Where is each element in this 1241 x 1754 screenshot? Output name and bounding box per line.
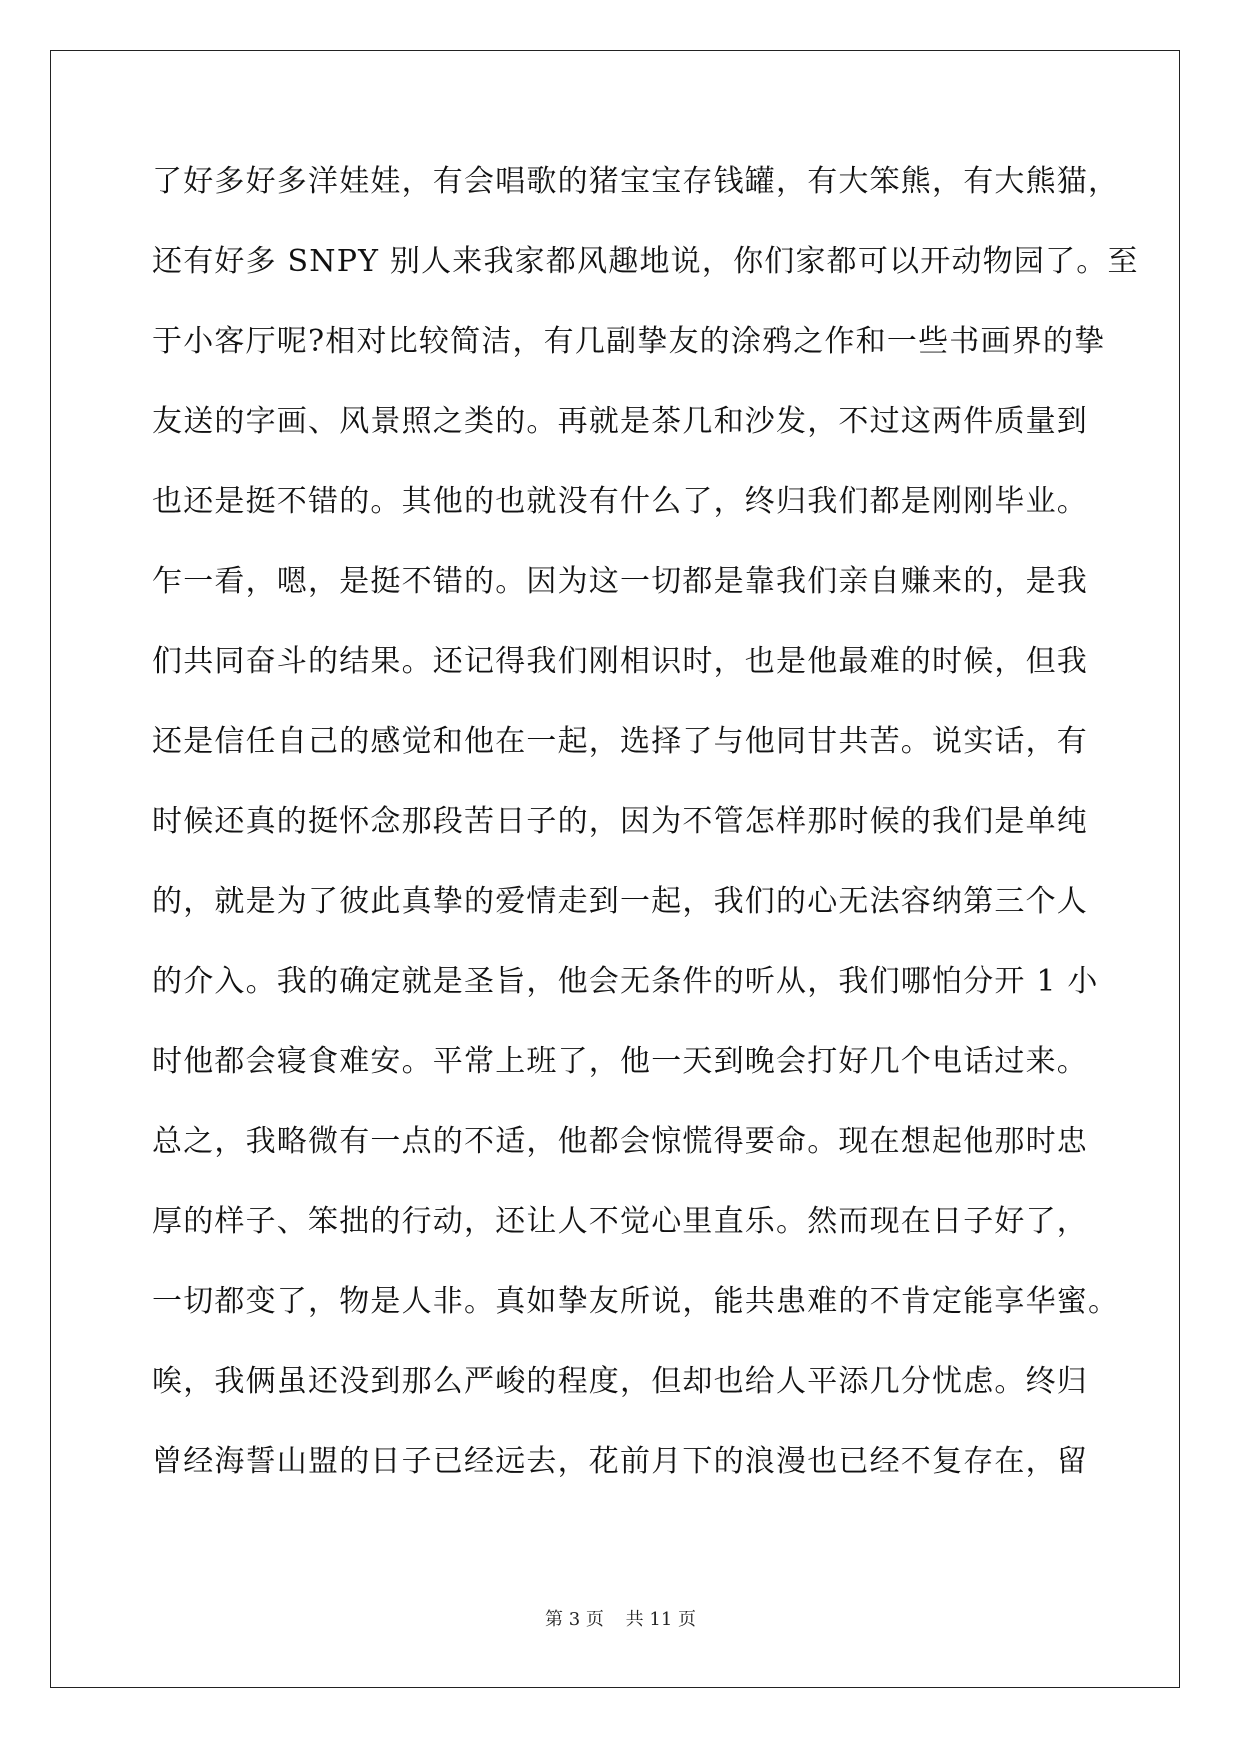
text-line: 的，就是为了彼此真挚的爱情走到一起，我们的心无法容纳第三个人	[152, 884, 1088, 919]
text-line: 一切都变了，物是人非。真如挚友所说，能共患难的不肯定能享华蜜。	[152, 1284, 1120, 1319]
text-line: 曾经海誓山盟的日子已经远去，花前月下的浪漫也已经不复存在，留	[152, 1444, 1088, 1479]
text-line: 乍一看，嗯，是挺不错的。因为这一切都是靠我们亲自赚来的，是我	[152, 564, 1088, 599]
text-line: 们共同奋斗的结果。还记得我们刚相识时，也是他最难的时候，但我	[152, 644, 1088, 679]
text-line: 时候还真的挺怀念那段苦日子的，因为不管怎样那时候的我们是单纯	[152, 804, 1088, 839]
text-line: 唉，我俩虽还没到那么严峻的程度，但却也给人平添几分忧虑。终归	[152, 1364, 1088, 1399]
text-line: 友送的字画、风景照之类的。再就是茶几和沙发，不过这两件质量到	[152, 404, 1088, 439]
page-number-total: 共 11 页	[625, 1609, 696, 1630]
text-line: 总之，我略微有一点的不适，他都会惊慌得要命。现在想起他那时忠	[152, 1124, 1088, 1159]
text-line: 时他都会寝食难安。平常上班了，他一天到晚会打好几个电话过来。	[152, 1044, 1088, 1079]
text-line: 的介入。我的确定就是圣旨，他会无条件的听从，我们哪怕分开 1 小	[152, 964, 1099, 999]
text-line: 还是信任自己的感觉和他在一起，选择了与他同甘共苦。说实话，有	[152, 724, 1088, 759]
text-line: 厚的样子、笨拙的行动，还让人不觉心里直乐。然而现在日子好了，	[152, 1204, 1088, 1239]
text-line: 于小客厅呢?相对比较简洁，有几副挚友的涂鸦之作和一些书画界的挚	[152, 324, 1106, 359]
page-number-current: 第 3 页	[545, 1609, 604, 1630]
text-line: 也还是挺不错的。其他的也就没有什么了，终归我们都是刚刚毕业。	[152, 484, 1088, 519]
text-line: 还有好多 SNPY 别人来我家都风趣地说，你们家都可以开动物园了。至	[152, 244, 1139, 279]
text-line: 了好多好多洋娃娃，有会唱歌的猪宝宝存钱罐，有大笨熊，有大熊猫，	[152, 164, 1120, 199]
document-body	[152, 158, 1139, 1518]
page-footer	[0, 1605, 1241, 1631]
